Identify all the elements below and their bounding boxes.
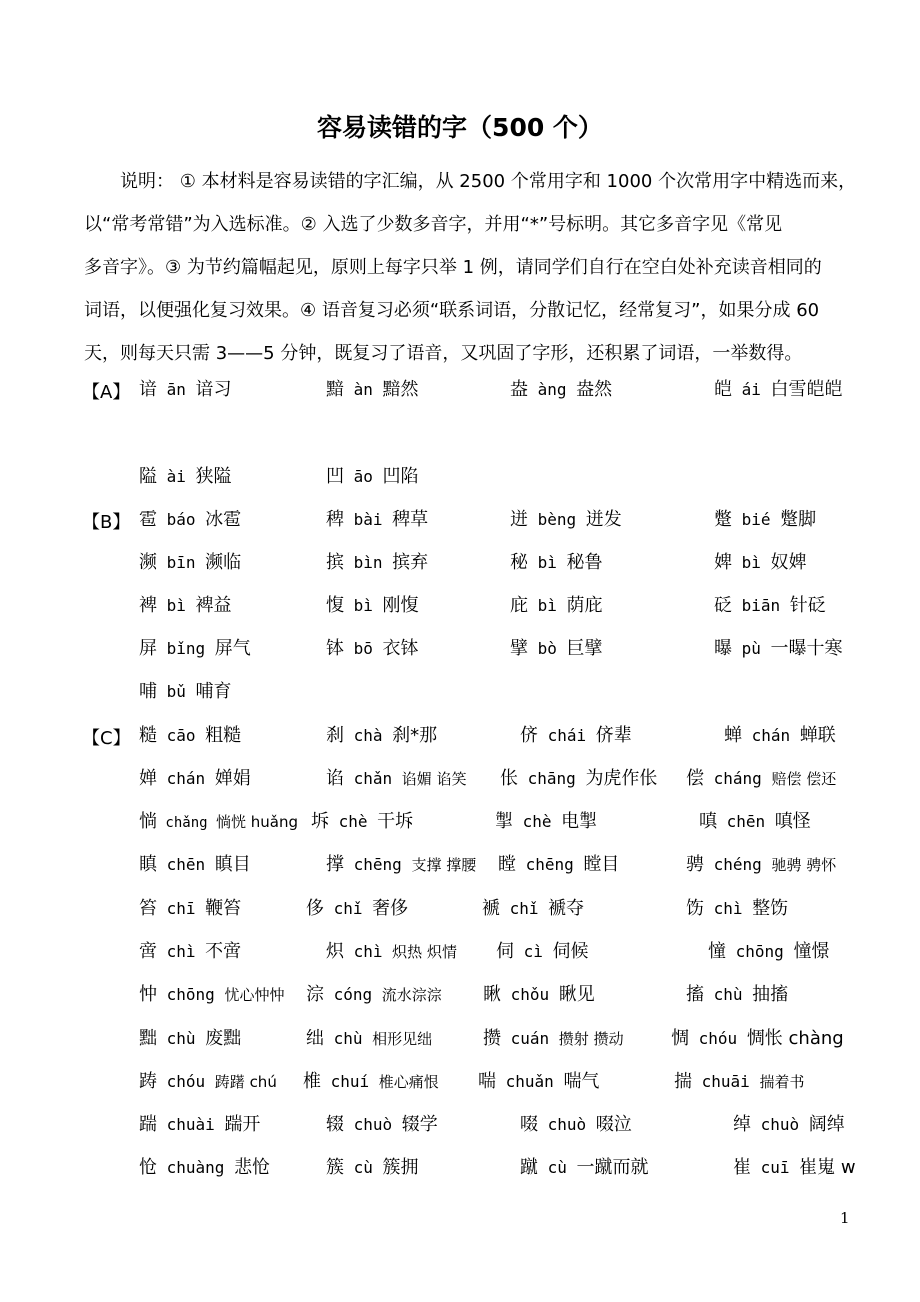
word-entry [699, 810, 811, 834]
word-entry [306, 983, 442, 1007]
word-entry [139, 1027, 241, 1051]
entry-character: 褫 [482, 898, 500, 919]
word-entry [139, 940, 241, 964]
word-entry [724, 724, 836, 748]
entry-example-word: 揣着书 [759, 1073, 805, 1091]
entry-row [0, 897, 920, 927]
word-entry [139, 465, 232, 489]
entry-character: 瞋 [139, 854, 157, 875]
entry-row [0, 637, 920, 667]
page-number: 1 [840, 1209, 850, 1227]
entry-example-word: 刚愎 [382, 595, 419, 616]
entry-example-word: 悲怆 [234, 1157, 271, 1178]
entry-pinyin: bèng [528, 510, 586, 529]
word-entry [326, 767, 467, 791]
entry-pinyin: chǐ [324, 899, 373, 918]
entry-character: 辍 [326, 1114, 344, 1135]
entry-character: 皑 [714, 379, 732, 400]
entry-pinyin: bǔ [157, 682, 196, 701]
entry-example-word: 屏气 [214, 638, 251, 659]
intro-line: 天，则每天只需 3——5 分钟，既复习了语音，又巩固了字形，还积累了词语，一举数得。 [84, 343, 803, 364]
entry-character: 黯 [326, 379, 344, 400]
intro-line: 词语，以便强化复习效果。④ 语音复习必须“联系词语，分散记忆，经常复习”，如果分成 60 [84, 300, 820, 321]
entry-character: 骋 [686, 854, 704, 875]
word-entry [139, 1156, 270, 1180]
word-entry [139, 724, 241, 748]
word-entry [510, 551, 603, 575]
entry-character: 婵 [139, 768, 157, 789]
entry-character: 谙 [139, 379, 157, 400]
entry-character: 曝 [714, 638, 732, 659]
entry-pinyin: bài [344, 510, 393, 529]
entry-character: 愎 [326, 595, 344, 616]
entry-character: 掣 [495, 811, 513, 832]
entry-example-word: 踌躇 chú [214, 1073, 277, 1091]
entry-example-word: 喘气 [563, 1071, 600, 1092]
entry-pinyin: chōng [157, 985, 225, 1004]
entry-row [0, 378, 920, 408]
entry-character: 盎 [510, 379, 528, 400]
entry-character: 伥 [500, 768, 518, 789]
entry-example-word: 相形见绌 [372, 1030, 433, 1048]
entry-character: 绌 [306, 1028, 324, 1049]
entry-pinyin: chán [157, 769, 215, 788]
entry-character: 伺 [496, 941, 514, 962]
word-entry [733, 1156, 856, 1180]
entry-pinyin: chù [157, 1029, 206, 1048]
entry-example-word: 驰骋 骋怀 [771, 856, 837, 874]
word-entry [326, 378, 419, 402]
entry-character: 怆 [139, 1157, 157, 1178]
word-entry [686, 983, 788, 1007]
entry-example-word: 迸发 [585, 509, 622, 530]
entry-pinyin: cù [344, 1158, 383, 1177]
entry-character: 椎 [303, 1071, 321, 1092]
entry-character: 雹 [139, 509, 157, 530]
entry-pinyin: ài [157, 467, 196, 486]
entry-example-word: 刹*那 [392, 725, 438, 746]
entry-example-word: 啜泣 [595, 1114, 632, 1135]
entry-character: 庇 [510, 595, 528, 616]
entry-example-word: 荫庇 [566, 595, 603, 616]
entry-row [0, 810, 920, 840]
entry-character: 憧 [708, 941, 726, 962]
word-entry [139, 767, 251, 791]
entry-pinyin: chù [704, 985, 753, 1004]
entry-pinyin: chù [324, 1029, 373, 1048]
entry-character: 揣 [674, 1071, 692, 1092]
entry-character: 惆 [671, 1028, 689, 1049]
entry-character: 裨 [139, 595, 157, 616]
entry-pinyin: bò [528, 639, 567, 658]
entry-character: 踌 [139, 1071, 157, 1092]
entry-example-word: 踹开 [224, 1114, 261, 1135]
entry-example-word: 鞭笞 [205, 898, 242, 919]
entry-row [0, 551, 920, 581]
intro-line: 说明： ① 本材料是容易读错的字汇编，从 2500 个常用字和 1000 个次常用字中精选而来， [120, 171, 857, 192]
entry-pinyin: báo [157, 510, 206, 529]
entry-pinyin: chī [157, 899, 206, 918]
word-entry [326, 508, 428, 532]
word-entry [714, 508, 816, 532]
word-entry [733, 1113, 845, 1137]
entry-character: 糙 [139, 725, 157, 746]
entry-pinyin: chuàng [157, 1158, 235, 1177]
entry-example-word: 白雪皑皑 [770, 379, 843, 400]
entry-character: 瞅 [483, 984, 501, 1005]
word-entry [303, 1070, 439, 1094]
entry-character: 蹴 [520, 1157, 538, 1178]
entry-row [0, 680, 920, 710]
word-entry [714, 378, 843, 402]
entry-character: 稗 [326, 509, 344, 530]
entry-example-word: 瞋目 [214, 854, 251, 875]
word-entry [714, 594, 826, 618]
entry-pinyin: bié [732, 510, 781, 529]
entry-pinyin: chēng [344, 855, 412, 874]
entry-example-word: 婵娟 [214, 768, 251, 789]
entry-example-word: 伺候 [552, 941, 589, 962]
entry-row [0, 724, 920, 754]
entry-example-word: 不啻 [205, 941, 242, 962]
word-entry [139, 810, 298, 835]
entry-example-word: 盎然 [576, 379, 613, 400]
entry-character: 簇 [326, 1157, 344, 1178]
entry-pinyin: cuī [751, 1158, 800, 1177]
entry-example-word: 阔绰 [808, 1114, 845, 1135]
entry-pinyin: chéng [704, 855, 772, 874]
entry-example-word: 侪辈 [595, 725, 632, 746]
entry-character: 哺 [139, 681, 157, 702]
entry-pinyin: chuò [751, 1115, 809, 1134]
word-entry [500, 767, 657, 791]
entry-pinyin: cì [514, 942, 553, 961]
entry-example-word: 秘鲁 [566, 552, 603, 573]
entry-character: 撑 [326, 854, 344, 875]
entry-character: 饬 [686, 898, 704, 919]
entry-example-word: 衣钵 [382, 638, 419, 659]
entry-character: 蹩 [714, 509, 732, 530]
entry-pinyin: chǎng [157, 815, 217, 831]
entry-example-word: 一曝十寒 [770, 638, 843, 659]
entry-example-word: 巨擘 [566, 638, 603, 659]
entry-example-word: 濒临 [205, 552, 242, 573]
entry-pinyin: cāo [157, 726, 206, 745]
entry-pinyin: cháng [704, 769, 772, 788]
entry-pinyin: chēng [516, 855, 584, 874]
entry-example-word: 流水淙淙 [381, 986, 442, 1004]
page-title: 容易读错的字（500 个） [317, 113, 603, 142]
word-entry [326, 1113, 438, 1137]
entry-example-word: 炽热 炽情 [392, 943, 457, 961]
entry-example-word: 瞠目 [583, 854, 620, 875]
entry-example-word: 惝恍 huǎng [216, 813, 299, 831]
word-entry [483, 983, 595, 1007]
entry-pinyin: chái [538, 726, 596, 745]
entry-character: 砭 [714, 595, 732, 616]
word-entry [708, 940, 829, 964]
entry-pinyin: bìn [344, 553, 393, 572]
entry-pinyin: chè [329, 812, 378, 831]
entry-example-word: 簇拥 [382, 1157, 419, 1178]
entry-row [0, 1070, 920, 1100]
entry-pinyin: bō [344, 639, 383, 658]
entry-pinyin: bì [528, 596, 567, 615]
entry-row [0, 767, 920, 797]
entry-character: 侪 [520, 725, 538, 746]
entry-character: 濒 [139, 552, 157, 573]
entry-character: 迸 [510, 509, 528, 530]
entry-pinyin: chán [742, 726, 800, 745]
word-entry [482, 897, 584, 921]
entry-example-word: 憧憬 [793, 941, 830, 962]
entry-pinyin: cù [538, 1158, 577, 1177]
entry-example-word: 谙习 [195, 379, 232, 400]
entry-example-word: 蝉联 [799, 725, 836, 746]
word-entry [326, 1156, 419, 1180]
word-entry [139, 1070, 277, 1094]
word-entry [520, 1113, 632, 1137]
entry-pinyin: chóu [689, 1029, 747, 1048]
entry-row [0, 508, 920, 538]
entry-example-word: 黯然 [382, 379, 419, 400]
entry-example-word: 惆怅 chàng [746, 1028, 844, 1049]
intro-line: 以“常考常错”为入选标准。② 入选了少数多音字，并用“*”号标明。其它多音字见《常见 [84, 214, 783, 235]
entry-pinyin: cóng [324, 985, 382, 1004]
section-label: 【C】 [82, 728, 131, 749]
entry-row [0, 594, 920, 624]
entry-character: 攒 [483, 1028, 501, 1049]
word-entry [498, 853, 619, 877]
entry-row [0, 1113, 920, 1143]
word-entry [139, 853, 251, 877]
entry-example-word: 褫夺 [548, 898, 585, 919]
entry-pinyin: chǒu [501, 985, 559, 1004]
entry-example-word: 攒射 攒动 [558, 1030, 624, 1048]
word-entry [686, 767, 836, 791]
entry-character: 惝 [139, 811, 157, 832]
entry-example-word: 稗草 [392, 509, 429, 530]
word-entry [139, 378, 232, 402]
entry-pinyin: chāng [518, 769, 586, 788]
entry-pinyin: chuò [538, 1115, 596, 1134]
entry-character: 喘 [478, 1071, 496, 1092]
entry-character: 摈 [326, 552, 344, 573]
entry-pinyin: chēn [717, 812, 775, 831]
word-entry [311, 810, 413, 834]
entry-pinyin: chè [513, 812, 562, 831]
entry-pinyin: bǐng [157, 639, 215, 658]
entry-character: 搐 [686, 984, 704, 1005]
entry-character: 隘 [139, 466, 157, 487]
entry-pinyin: chì [704, 899, 753, 918]
entry-character: 炽 [326, 941, 344, 962]
entry-pinyin: àng [528, 380, 577, 399]
word-entry [686, 897, 788, 921]
entry-example-word: 瞅见 [558, 984, 595, 1005]
word-entry [306, 897, 408, 921]
entry-example-word: 嗔怪 [774, 811, 811, 832]
entry-pinyin: bì [344, 596, 383, 615]
entry-row [0, 853, 920, 883]
word-entry [478, 1070, 599, 1094]
section-label: 【B】 [82, 512, 131, 533]
entry-character: 擘 [510, 638, 528, 659]
intro-line: 多音字》。③ 为节约篇幅起见，原则上每字只举 1 例，请同学们自行在空白处补充读音相同的 [84, 257, 822, 278]
entry-pinyin: chuǎn [496, 1072, 564, 1091]
word-entry [326, 853, 476, 877]
entry-example-word: 摈弃 [392, 552, 429, 573]
entry-character: 偿 [686, 768, 704, 789]
entry-character: 蝉 [724, 725, 742, 746]
entry-pinyin: bì [157, 596, 196, 615]
entry-example-word: 针砭 [789, 595, 826, 616]
entry-pinyin: cuán [501, 1029, 559, 1048]
word-entry [326, 465, 419, 489]
entry-pinyin: chǎn [344, 769, 402, 788]
entry-pinyin: chuí [321, 1072, 379, 1091]
entry-example-word: 电掣 [561, 811, 598, 832]
entry-character: 绰 [733, 1114, 751, 1135]
word-entry [510, 508, 622, 532]
entry-character: 笞 [139, 898, 157, 919]
word-entry [483, 1027, 624, 1051]
word-entry [306, 1027, 432, 1051]
entry-pinyin: bì [528, 553, 567, 572]
entry-pinyin: biān [732, 596, 790, 615]
entry-pinyin: bīn [157, 553, 206, 572]
entry-example-word: 辍学 [401, 1114, 438, 1135]
entry-character: 婢 [714, 552, 732, 573]
entry-example-word: 凹陷 [382, 466, 419, 487]
entry-pinyin: chuāi [692, 1072, 760, 1091]
word-entry [139, 983, 284, 1007]
entry-example-word: 蹩脚 [780, 509, 817, 530]
entry-example-word: 粗糙 [205, 725, 242, 746]
entry-pinyin: pù [732, 639, 771, 658]
entry-character: 谄 [326, 768, 344, 789]
entry-example-word: 裨益 [195, 595, 232, 616]
entry-example-word: 整饬 [752, 898, 789, 919]
entry-character: 刹 [326, 725, 344, 746]
entry-character: 侈 [306, 898, 324, 919]
word-entry [139, 680, 232, 704]
word-entry [326, 551, 428, 575]
word-entry [510, 637, 603, 661]
entry-example-word: 崔嵬 w [799, 1157, 856, 1178]
word-entry [520, 1156, 649, 1180]
word-entry [139, 897, 241, 921]
word-entry [714, 551, 807, 575]
entry-example-word: 奢侈 [372, 898, 409, 919]
entry-pinyin: chēn [157, 855, 215, 874]
entry-pinyin: chóu [157, 1072, 215, 1091]
entry-example-word: 抽搐 [752, 984, 789, 1005]
entry-pinyin: chì [344, 942, 393, 961]
word-entry [139, 1113, 260, 1137]
entry-character: 啜 [520, 1114, 538, 1135]
word-entry [326, 594, 419, 618]
intro-paragraph [84, 160, 856, 375]
entry-pinyin: chuài [157, 1115, 225, 1134]
entry-example-word: 谄媚 谄笑 [401, 770, 467, 788]
word-entry [510, 594, 603, 618]
entry-example-word: 冰雹 [205, 509, 242, 530]
word-entry [326, 637, 419, 661]
entry-row [0, 465, 920, 495]
word-entry [139, 637, 251, 661]
entry-row [0, 940, 920, 970]
entry-row [0, 1027, 920, 1057]
entry-character: 踹 [139, 1114, 157, 1135]
entry-character: 坼 [311, 811, 329, 832]
entry-example-word: 赔偿 偿还 [771, 770, 837, 788]
entry-example-word: 干坼 [377, 811, 414, 832]
entry-pinyin: chōng [726, 942, 794, 961]
entry-character: 黜 [139, 1028, 157, 1049]
word-entry [139, 508, 241, 532]
word-entry [520, 724, 632, 748]
section-label: 【A】 [82, 382, 131, 403]
entry-character: 屏 [139, 638, 157, 659]
entry-example-word: 支撑 撑腰 [411, 856, 477, 874]
word-entry [686, 853, 836, 877]
entry-character: 瞠 [498, 854, 516, 875]
word-entry [510, 378, 612, 402]
entry-example-word: 废黜 [205, 1028, 242, 1049]
entry-example-word: 一蹴而就 [576, 1157, 649, 1178]
entry-character: 嗔 [699, 811, 717, 832]
entry-pinyin: chà [344, 726, 393, 745]
word-entry [674, 1070, 804, 1094]
entry-character: 凹 [326, 466, 344, 487]
entry-pinyin: ān [157, 380, 196, 399]
entry-example-word: 为虎作伥 [585, 768, 658, 789]
entry-row [0, 983, 920, 1013]
entry-character: 忡 [139, 984, 157, 1005]
entry-character: 钵 [326, 638, 344, 659]
entry-example-word: 狭隘 [195, 466, 232, 487]
entry-character: 啻 [139, 941, 157, 962]
word-entry [139, 551, 241, 575]
entry-pinyin: āo [344, 467, 383, 486]
entry-pinyin: ái [732, 380, 771, 399]
entry-pinyin: chuò [344, 1115, 402, 1134]
word-entry [671, 1027, 844, 1051]
word-entry [326, 940, 457, 964]
entry-character: 崔 [733, 1157, 751, 1178]
word-entry [326, 724, 437, 748]
entry-pinyin: àn [344, 380, 383, 399]
entry-character: 淙 [306, 984, 324, 1005]
entry-pinyin: chǐ [500, 899, 549, 918]
entry-example-word: 忧心忡忡 [224, 986, 285, 1004]
word-entry [495, 810, 597, 834]
entry-pinyin: bì [732, 553, 771, 572]
entry-character: 秘 [510, 552, 528, 573]
word-entry [714, 637, 843, 661]
entry-row [0, 1156, 920, 1186]
entry-example-word: 椎心痛恨 [378, 1073, 439, 1091]
entry-pinyin: chì [157, 942, 206, 961]
word-entry [139, 594, 232, 618]
entry-example-word: 哺育 [195, 681, 232, 702]
entry-example-word: 奴婢 [770, 552, 807, 573]
word-entry [496, 940, 589, 964]
